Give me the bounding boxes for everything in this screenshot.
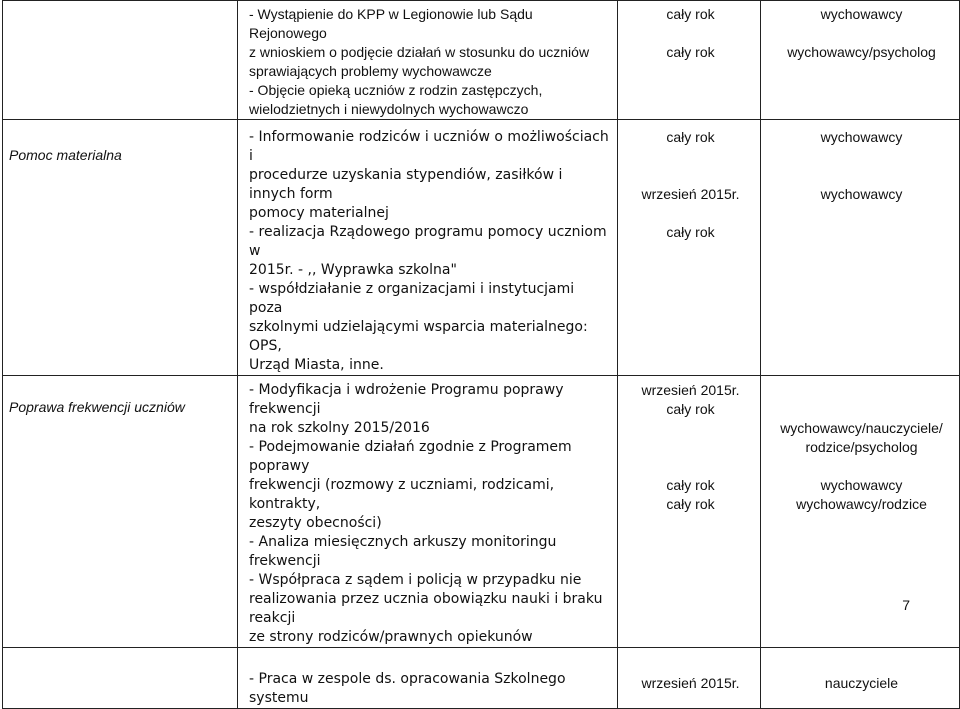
page-number: 7: [902, 597, 910, 613]
responsible-cell: wychowawcy wychowawcy/psycholog: [761, 1, 960, 120]
responsible-cell: wychowawcy/nauczyciele/ rodzice/psycholog wychowawcy wychowawcy/rodzice: [761, 376, 960, 648]
category-cell: [3, 1, 238, 120]
term-cell: cały rok cały rok: [618, 1, 761, 120]
table-row: [3, 376, 960, 648]
table-row: [3, 1, 960, 120]
category-cell: Poprawa frekwencji uczniów: [3, 376, 238, 648]
tasks-cell: - Wystąpienie do KPP w Legionowie lub Sądu Rejonowego z wnioskiem o podjęcie działań w stosunku do uczniów sprawiających problemy wychowawcze - Objęcie opieką uczniów z rodzin zastępczych, wielodzietnych i niewydolnych wychowawczo: [238, 1, 618, 120]
term-cell: cały rok wrzesień 2015r. cały rok: [618, 120, 761, 376]
plan-table: [2, 0, 960, 709]
responsible-cell: nauczyciele: [761, 648, 960, 709]
table-row: [3, 120, 960, 376]
responsible-cell: wychowawcy wychowawcy: [761, 120, 960, 376]
tasks-cell: - Informowanie rodziców i uczniów o możliwościach i procedurze uzyskania stypendiów, zasiłków i innych form pomocy materialnej - realizacja Rządowego programu pomocy uczniom w 2015r. - ,, Wyprawka szkolna" - współdziałanie z organizacjami i instytucjami poza szkolnymi udzielającymi wsparcia materialnego: OPS, Urząd Miasta, inne.: [238, 120, 618, 376]
term-cell: wrzesień 2015r.: [618, 648, 761, 709]
category-cell: Pomoc materialna: [3, 120, 238, 376]
tasks-cell: - Modyfikacja i wdrożenie Programu poprawy frekwencji na rok szkolny 2015/2016 - Podejmowanie działań zgodnie z Programem poprawy frekwencji (rozmowy z uczniami, rodzicami, kontrakty, zeszyty obecności) - Analiza miesięcznych arkuszy monitoringu frekwencji - Współpraca z sądem i policją w przypadku nie realizowania przez ucznia obowiązku nauki i braku reakcji ze strony rodziców/prawnych opiekunów: [238, 376, 618, 648]
tasks-cell: - Praca w zespole ds. opracowania Szkolnego systemu: [238, 648, 618, 709]
term-cell: wrzesień 2015r. cały rok cały rok cały rok: [618, 376, 761, 648]
category-cell: [3, 648, 238, 709]
table-row: [3, 648, 960, 709]
